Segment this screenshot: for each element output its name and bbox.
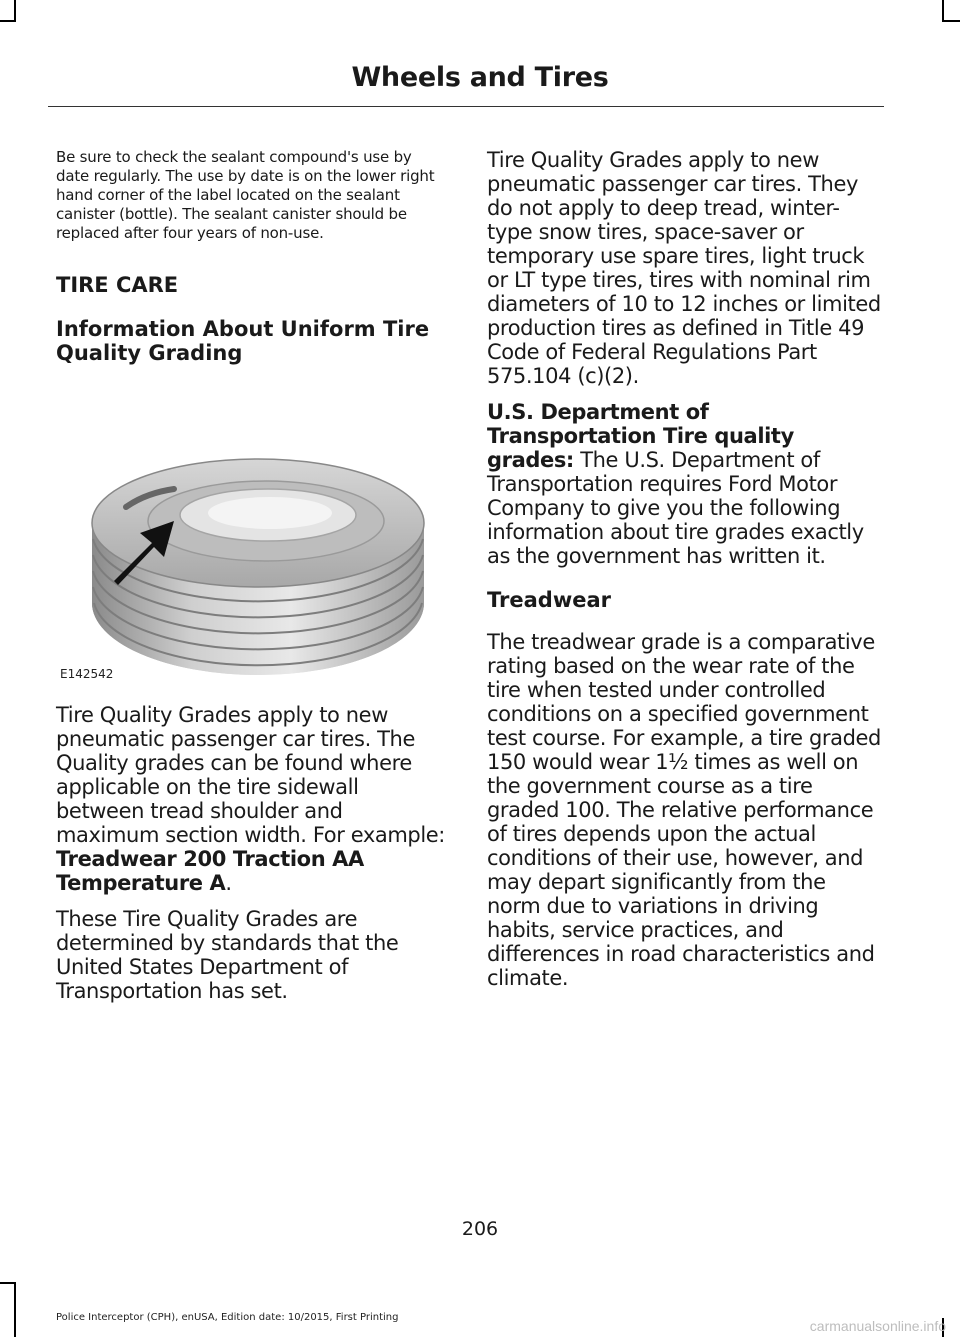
page-number: 206 xyxy=(461,1218,499,1240)
crop-mark xyxy=(0,20,16,22)
crop-mark xyxy=(14,1282,16,1337)
left-column xyxy=(56,148,448,1003)
subheading: Information About Uniform Tire Quality Grading xyxy=(56,317,430,365)
edition-footer: Police Interceptor (CPH), enUSA, Edition date: 10/2015, First Printing xyxy=(56,1312,399,1323)
crop-mark xyxy=(942,20,960,22)
tire-illustration xyxy=(56,443,448,683)
header-divider xyxy=(48,106,884,107)
crop-mark xyxy=(14,0,16,22)
sealant-note: Be sure to check the sealant compound's use by date regularly. The use by date is on the lower right hand corner of the label located on the sealant canister (bottle). The sealant canister should be replaced after four years of non-use. xyxy=(56,148,435,242)
treadwear-heading: Treadwear xyxy=(487,588,611,612)
treadwear-paragraph: The treadwear grade is a comparative rating based on the wear rate of the tire when tested under controlled conditions on a specified government test course. For example, a tire graded 150 would wear 1½ times as well on the government course as a tire graded 100. The relative performance of tires depends upon the actual conditions of their use, however, and may depart significantly from the norm due to variations in driving habits, service practices, and differences in road characteristics and climate. xyxy=(487,630,881,990)
crop-mark xyxy=(942,0,944,22)
crop-mark xyxy=(0,1282,16,1284)
right-column xyxy=(487,148,882,990)
dot-grades-paragraph: U.S. Department of Transportation Tire quality grades: The U.S. Department of Transportation requires Ford Motor Company to give you the following information about tire grades exactly as the government has written it. xyxy=(487,400,864,568)
dot-grades-label: U.S. Department of Transportation Tire quality grades: xyxy=(487,400,794,472)
grade-example: Treadwear 200 Traction AA Temperature A xyxy=(56,847,364,895)
page-title: Wheels and Tires xyxy=(351,62,609,93)
quality-grades-paragraph: Tire Quality Grades apply to new pneumatic passenger car tires. The Quality grades can be found where applicable on the tire sidewall between tread shoulder and maximum section width. For example: Treadwear 200 Traction AA Temperature A. xyxy=(56,703,445,895)
standards-paragraph: These Tire Quality Grades are determined by standards that the United States Department of Transportation has set. xyxy=(56,907,399,1003)
figure-code: E142542 xyxy=(60,667,114,681)
watermark: carmanualsonline.info xyxy=(809,1318,946,1334)
applicability-paragraph: Tire Quality Grades apply to new pneumatic passenger car tires. They do not apply to deep tread, winter-type snow tires, space-saver or temporary use spare tires, light truck or LT type tires, tires with nominal rim diameters of 10 to 12 inches or limited production tires as defined in Title 49 Code of Federal Regulations Part 575.104 (c)(2). xyxy=(487,148,881,388)
tire-icon xyxy=(56,443,448,683)
section-heading: TIRE CARE xyxy=(56,273,179,297)
